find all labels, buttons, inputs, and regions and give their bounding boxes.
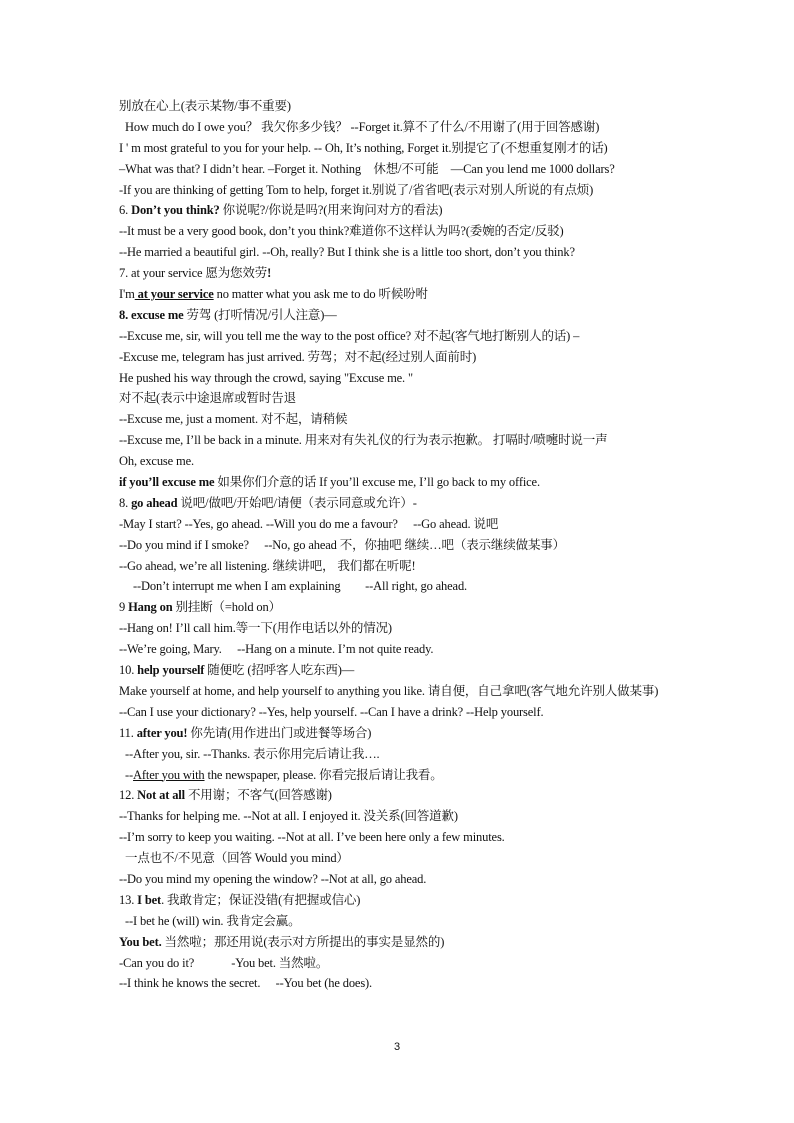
text-line: --Excuse me, sir, will you tell me the way to the post office? 对不起(客气地打断别人的话) – [119, 328, 580, 343]
text-line: -May I start? --Yes, go ahead. --Will you do me a favour? --Go ahead. 说吧 [119, 516, 499, 531]
text-line: --We’re going, Mary. --Hang on a minute. I’m not quite ready. [119, 642, 434, 657]
text-line: --Go ahead, we’re all listening. 继续讲吧， 我们都在听呢! [119, 558, 416, 573]
text-line: --Can I use your dictionary? --Yes, help yourself. --Can I have a drink? --Help yourself. [119, 704, 544, 719]
text-line: 9 Hang on 别挂断（=hold on） [119, 600, 281, 615]
text-line: 10. help yourself 随便吃 (招呼客人吃东西)— [119, 663, 355, 678]
text-line: --After you, sir. --Thanks. 表示你用完后请让我…. [125, 746, 380, 761]
text-line: 8. excuse me 劳驾 (打听情况/引人注意)— [119, 307, 337, 322]
text-line: --I think he knows the secret. --You bet (he does). [119, 976, 373, 991]
text-line: --Do you mind if I smoke? --No, go ahead 不，你抽吧 继续…吧（表示继续做某事） [119, 537, 566, 552]
text-line: 13. I bet. 我敢肯定；保证没错(有把握或信心) [119, 892, 361, 907]
text-line: --Do you mind my opening the window? --Not at all, go ahead. [119, 871, 427, 886]
text-line: 12. Not at all 不用谢；不客气(回答感谢) [119, 788, 332, 803]
text-line: 对不起(表示中途退席或暂时告退 [119, 391, 296, 406]
text-line: I'm at your service no matter what you ask me to do 听候吩咐 [119, 287, 428, 302]
text-line: Make yourself at home, and help yourself to anything you like. 请自便，自己拿吧(客气地允许别人做某事) [119, 683, 659, 698]
text-line: if you’ll excuse me 如果你们介意的话 If you’ll excuse me, I’ll go back to my office. [119, 475, 540, 490]
text-line: 6. Don’t you think? 你说呢?/你说是吗?(用来询问对方的看法) [119, 203, 443, 218]
text-line: --It must be a very good book, don’t you think?难道你不这样认为吗?(委婉的否定/反驳) [119, 224, 564, 239]
text-line: -Excuse me, telegram has just arrived. 劳驾；对不起(经过别人面前时) [119, 349, 477, 364]
text-line: --Excuse me, I’ll be back in a minute. 用来对有失礼仪的行为表示抱歉。 打嗝时/喷嚏时说一声 [119, 433, 608, 448]
text-line: --Excuse me, just a moment. 对不起，请稍候 [119, 412, 348, 427]
text-line: 7. at your service 愿为您效劳! [119, 266, 272, 281]
text-line: --He married a beautiful girl. --Oh, really? But I think she is a little too short, don’t you think? [119, 245, 575, 260]
text-line: 11. after you! 你先请(用作进出门或进餐等场合) [119, 725, 372, 740]
text-line: --I bet he (will) win. 我肯定会赢。 [125, 913, 301, 928]
text-line: --I’m sorry to keep you waiting. --Not at all. I’ve been here only a few minutes. [119, 830, 505, 845]
text-line: I ' m most grateful to you for your help. -- Oh, It’s nothing, Forget it.别提它了(不想重复刚才的话) [119, 140, 608, 155]
text-line: --Hang on! I’ll call him.等一下(用作电话以外的情况) [119, 621, 392, 636]
text-line: 一点也不/不见意（回答 Would you mind） [125, 851, 349, 866]
text-line: --Don’t interrupt me when I am explaining --All right, go ahead. [133, 579, 468, 594]
text-line: 8. go ahead 说吧/做吧/开始吧/请便（表示同意或允许）- [119, 495, 417, 510]
document-body [119, 96, 679, 994]
text-line: How much do I owe you？ 我欠你多少钱？ --Forget it.算不了什么/不用谢了(用于回答感谢) [125, 119, 600, 134]
text-line: He pushed his way through the crowd, saying "Excuse me. " [119, 370, 413, 385]
text-line: You bet. 当然啦；那还用说(表示对方所提出的事实是显然的) [119, 934, 445, 949]
text-line: Oh, excuse me. [119, 454, 194, 469]
text-line: -If you are thinking of getting Tom to help, forget it.别说了/省省吧(表示对别人所说的有点烦) [119, 182, 594, 197]
text-line: –What was that? I didn’t hear. –Forget it. Nothing 休想/不可能 —Can you lend me 1000 dollars? [119, 161, 615, 176]
text-line: 别放在心上(表示某物/事不重要) [119, 99, 291, 113]
text-line: --After you with the newspaper, please. 你看完报后请让我看。 [125, 767, 443, 782]
page-number: 3 [393, 1041, 401, 1053]
text-line: -Can you do it? -You bet. 当然啦。 [119, 955, 329, 970]
text-line: --Thanks for helping me. --Not at all. I enjoyed it. 没关系(回答道歉) [119, 809, 458, 824]
